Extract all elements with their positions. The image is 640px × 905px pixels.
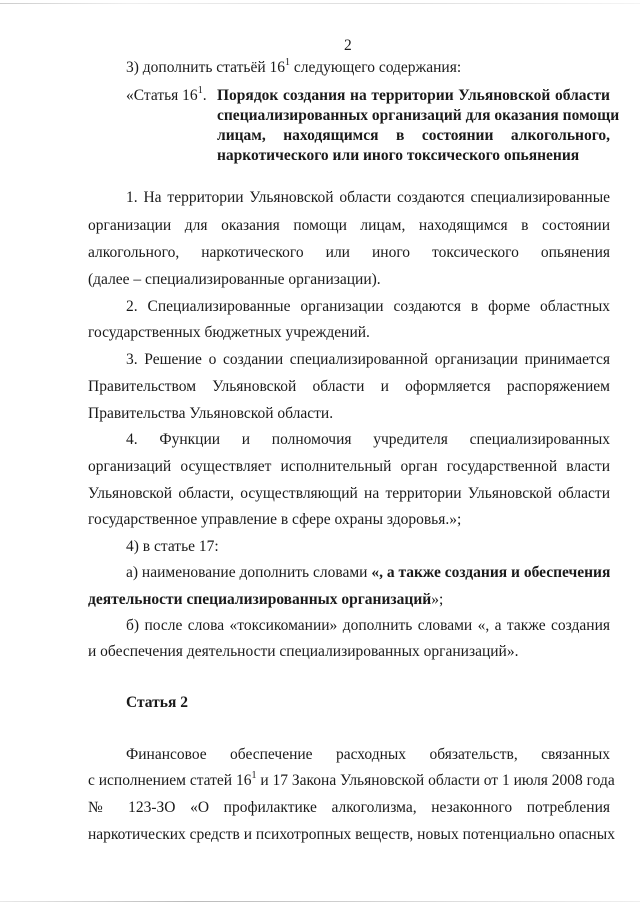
article-label-dot: . bbox=[202, 87, 207, 104]
paragraph-3-line: 3. Решение о создании специализированной организации принимается bbox=[126, 351, 610, 368]
article-label bbox=[126, 86, 207, 106]
scan-edge-top bbox=[0, 3, 640, 4]
item-3-intro bbox=[126, 58, 461, 78]
item-4a-bold: деятельности специализированных организаций bbox=[88, 591, 432, 608]
article-heading-line: специализированных организаций для оказания помощи bbox=[217, 107, 620, 124]
paragraph-1-line: (далее – специализированные организации). bbox=[88, 271, 381, 288]
article-2-title: Статья 2 bbox=[126, 694, 188, 711]
article-2-line bbox=[88, 769, 615, 791]
item-4b-line: б) после слова «токсикомании» дополнить словами «, а также создания bbox=[126, 617, 610, 634]
paragraph-1-line: алкогольного, наркотического или иного токсического опьянения bbox=[88, 244, 610, 261]
item-3-superscript: 1 bbox=[285, 56, 291, 68]
item-4-intro: 4) в статье 17: bbox=[126, 538, 219, 555]
article-2-rest: и 17 Закона Ульяновской области от 1 июля 2008 года bbox=[256, 772, 615, 789]
item-4a-text: а) наименование дополнить словами bbox=[126, 564, 372, 581]
item-4a-end: »; bbox=[431, 591, 444, 608]
article-heading bbox=[217, 86, 620, 166]
article-heading-line: наркотического или иного токсического опьянения bbox=[217, 147, 580, 164]
item-4a-line bbox=[88, 590, 443, 610]
article-2-superscript: 1 bbox=[251, 769, 257, 781]
article-heading-line: Порядок создания на территории Ульяновской области bbox=[217, 87, 610, 104]
paragraph-3-line: Правительства Ульяновской области. bbox=[88, 405, 334, 422]
article-2-line: наркотических средств и психотропных веществ, новых потенциально опасных bbox=[88, 826, 615, 843]
paragraph-3-line: Правительством Ульяновской области и оформляется распоряжением bbox=[88, 378, 610, 395]
page-number: 2 bbox=[344, 37, 352, 54]
item-4b-line: и обеспечения деятельности специализированных организаций». bbox=[88, 643, 519, 660]
item-4a-line bbox=[126, 563, 610, 583]
article-2-text: с исполнением статей 16 bbox=[88, 772, 252, 789]
paragraph-4-line: организаций осуществляет исполнительный орган государственной власти bbox=[88, 458, 610, 475]
item-4a-bold: «, а также создания и обеспечения bbox=[371, 564, 611, 581]
scan-edge-bottom bbox=[0, 901, 640, 902]
paragraph-4-line: государственное управление в сфере охраны здоровья.»; bbox=[88, 511, 462, 528]
article-label-superscript: 1 bbox=[197, 84, 203, 96]
paragraph-4-line: Ульяновской области, осуществляющий на территории Ульяновской области bbox=[88, 485, 610, 502]
item-3-rest: следующего содержания: bbox=[290, 59, 462, 76]
article-2-line: № 123-ЗО «О профилактике алкоголизма, незаконного потребления bbox=[88, 799, 610, 816]
paragraph-2-line: государственных бюджетных учреждений. bbox=[88, 324, 370, 341]
item-3-text: 3) дополнить статьёй 16 bbox=[126, 59, 286, 76]
paragraph-1-line: организации для оказания помощи лицам, находящимся в состоянии bbox=[88, 217, 610, 234]
article-heading-line: лицам, находящимся в состоянии алкогольного, bbox=[217, 127, 610, 144]
article-label-text: «Статья 16 bbox=[126, 87, 198, 104]
paragraph-1-line: 1. На территории Ульяновской области создаются специализированные bbox=[126, 189, 610, 206]
article-2-line: Финансовое обеспечение расходных обязательств, связанных bbox=[126, 746, 610, 763]
paragraph-2-line: 2. Специализированные организации создаются в форме областных bbox=[126, 298, 610, 315]
paragraph-4-line: 4. Функции и полномочия учредителя специализированных bbox=[126, 431, 610, 448]
